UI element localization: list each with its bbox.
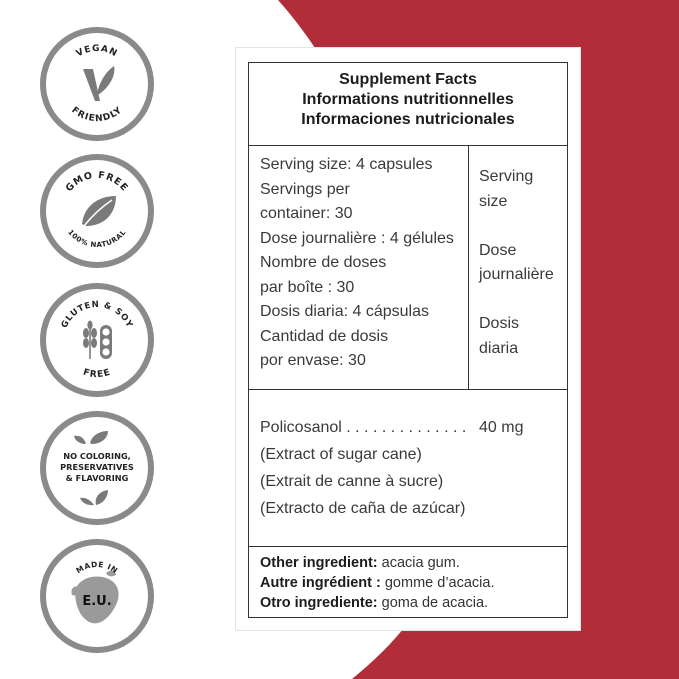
serving-line: Dose journalière : 4 gélules	[260, 229, 454, 247]
ingredient-amount: 40 mg	[479, 419, 524, 436]
other-ingredient-line: Other ingredient: acacia gum.	[260, 555, 460, 571]
v-leaf-icon	[83, 66, 114, 101]
supplement-facts-label	[248, 62, 568, 618]
label-title	[249, 63, 567, 146]
serving-column-header	[479, 146, 567, 389]
ingredient-note: (Extract of sugar cane)	[260, 446, 422, 463]
ingredient-section	[249, 390, 567, 547]
other-ingredient-line: Otro ingrediente: goma de acacia.	[260, 595, 489, 611]
serving-header-line: Serving	[479, 168, 534, 185]
svg-text:GLUTEN & SOY	[60, 300, 135, 330]
serving-line: Nombre de doses	[260, 254, 387, 271]
serving-line: container: 30	[260, 205, 353, 222]
serving-header-line: size	[479, 192, 508, 210]
gluten-soy-free-badge	[40, 283, 154, 397]
vegan-friendly-badge	[40, 27, 154, 141]
no-additives-badge	[40, 411, 154, 525]
badge-bottom-text: 100% NATURAL	[66, 228, 128, 250]
ingredient-row	[260, 414, 567, 441]
serving-line: Servings per	[260, 180, 350, 198]
serving-header-line: journalière	[479, 266, 554, 283]
badge-top-text: GLUTEN & SOY	[59, 299, 135, 330]
serving-line: Cantidad de dosis	[260, 327, 389, 345]
serving-header-line: diaria	[479, 339, 519, 357]
ingredient-note: (Extrait de canne à sucre)	[260, 473, 444, 490]
serving-header-line: Dosis	[479, 315, 520, 332]
serving-line: por envase: 30	[260, 352, 366, 369]
ingredient-name: Policosanol . . . . . . . . . . . . . .	[260, 419, 467, 436]
svg-text:FRIENDLY	[69, 105, 124, 124]
serving-section	[249, 146, 567, 390]
badge-top-text: GMO FREE	[63, 169, 131, 195]
serving-header-line: Dose	[479, 241, 517, 259]
svg-text:MADE IN	[74, 560, 119, 575]
serving-line: par boîte : 30	[260, 278, 355, 296]
serving-info	[249, 146, 469, 389]
svg-text:GMO FREE	[64, 170, 131, 194]
serving-line: Dosis diaria: 4 cápsulas	[260, 303, 429, 320]
other-ingredients-section	[249, 547, 567, 619]
badge-bottom-text: FREE	[81, 367, 113, 381]
title-en: Supplement Facts	[339, 71, 477, 88]
badge-bottom-text: FRIENDLY	[69, 105, 125, 125]
badge-main-text: E.U.	[82, 594, 112, 609]
label-panel	[235, 47, 581, 631]
title-es: Informaciones nutricionales	[301, 111, 515, 128]
made-in-eu-badge	[40, 539, 154, 653]
badge-top-text: VEGAN	[74, 43, 120, 60]
badge-top-text: MADE IN	[74, 559, 120, 576]
badge-text: NO COLORING, PRESERVATIVES & FLAVORING	[60, 451, 134, 483]
svg-text:100% NATURAL	[66, 228, 128, 249]
svg-text:VEGAN	[75, 44, 119, 59]
svg-text:FREE	[82, 368, 112, 381]
serving-line: Serving size: 4 capsules	[260, 156, 433, 173]
ingredient-note: (Extracto de caña de azúcar)	[260, 500, 466, 517]
leaf-icon	[82, 196, 116, 226]
other-ingredient-line: Autre ingrédient : gomme d’acacia.	[260, 575, 495, 591]
gmo-free-badge	[40, 154, 154, 268]
title-fr: Informations nutritionnelles	[302, 91, 514, 108]
wheat-soy-icon	[83, 321, 112, 360]
